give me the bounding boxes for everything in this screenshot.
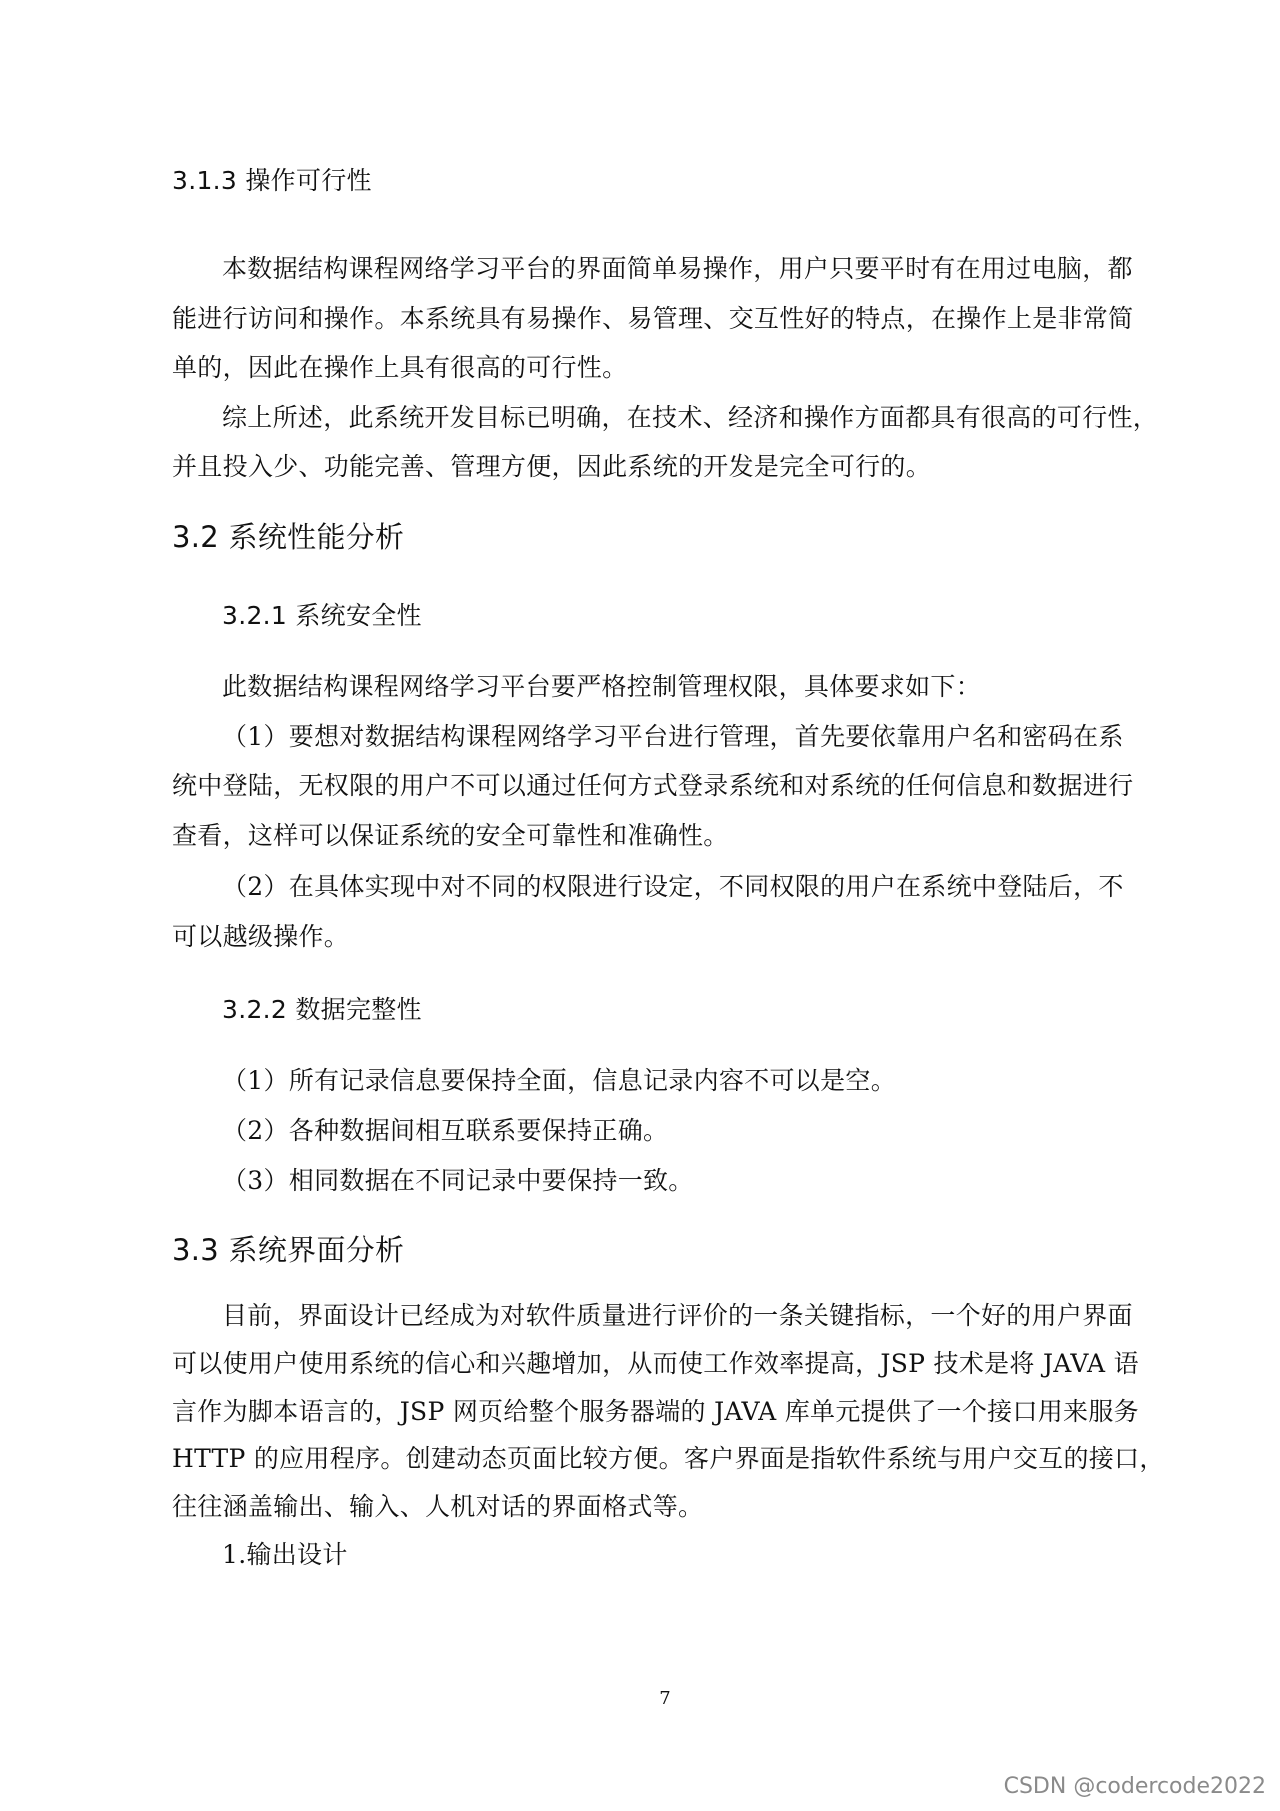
section-3-1-3-heading: 3.1.3 操作可行性 — [172, 166, 372, 195]
list-item: （1）所有记录信息要保持全面，信息记录内容不可以是空。 — [222, 1066, 897, 1095]
paragraph-line: 并且投入少、功能完善、管理方便，因此系统的开发是完全可行的。 — [172, 452, 932, 481]
section-3-2-heading: 3.2 系统性能分析 — [172, 520, 405, 554]
paragraph-line: 单的，因此在操作上具有很高的可行性。 — [172, 353, 628, 382]
paragraph-line: 往往涵盖输出、输入、人机对话的界面格式等。 — [172, 1492, 704, 1521]
paragraph-line: 此数据结构课程网络学习平台要严格控制管理权限，具体要求如下： — [222, 672, 982, 701]
paragraph-line: 综上所述，此系统开发目标已明确，在技术、经济和操作方面都具有很高的可行性， — [222, 403, 1159, 432]
paragraph-line: 可以越级操作。 — [172, 922, 350, 951]
section-3-2-1-heading: 3.2.1 系统安全性 — [222, 601, 422, 630]
paragraph-line: HTTP 的应用程序。创建动态页面比较方便。客户界面是指软件系统与用户交互的接口， — [172, 1444, 1165, 1473]
section-3-2-2-heading: 3.2.2 数据完整性 — [222, 995, 422, 1024]
paragraph-line: 可以使用户使用系统的信心和兴趣增加，从而使工作效率提高，JSP 技术是将 JAVA 语 — [172, 1349, 1139, 1378]
page-number: 7 — [659, 1688, 671, 1709]
csdn-watermark: CSDN @codercode2022 — [1003, 1774, 1266, 1799]
section-3-3-heading: 3.3 系统界面分析 — [172, 1233, 405, 1267]
output-design-subheading: 1.输出设计 — [222, 1540, 348, 1569]
paragraph-line: （1）要想对数据结构课程网络学习平台进行管理，首先要依靠用户名和密码在系 — [222, 722, 1124, 751]
paragraph-line: 本数据结构课程网络学习平台的界面简单易操作，用户只要平时有在用过电脑，都 — [222, 254, 1133, 283]
paragraph-line: 能进行访问和操作。本系统具有易操作、易管理、交互性好的特点，在操作上是非常简 — [172, 304, 1134, 333]
list-item: （3）相同数据在不同记录中要保持一致。 — [222, 1166, 694, 1195]
paragraph-line: 查看，这样可以保证系统的安全可靠性和准确性。 — [172, 821, 729, 850]
paragraph-line: 统中登陆，无权限的用户不可以通过任何方式登录系统和对系统的任何信息和数据进行 — [172, 771, 1134, 800]
paragraph-line: 目前，界面设计已经成为对软件质量进行评价的一条关键指标，一个好的用户界面 — [222, 1301, 1133, 1330]
paragraph-line: （2）在具体实现中对不同的权限进行设定，不同权限的用户在系统中登陆后，不 — [222, 872, 1124, 901]
paragraph-line: 言作为脚本语言的，JSP 网页给整个服务器端的 JAVA 库单元提供了一个接口用来服务 — [172, 1397, 1139, 1426]
list-item: （2）各种数据间相互联系要保持正确。 — [222, 1116, 669, 1145]
